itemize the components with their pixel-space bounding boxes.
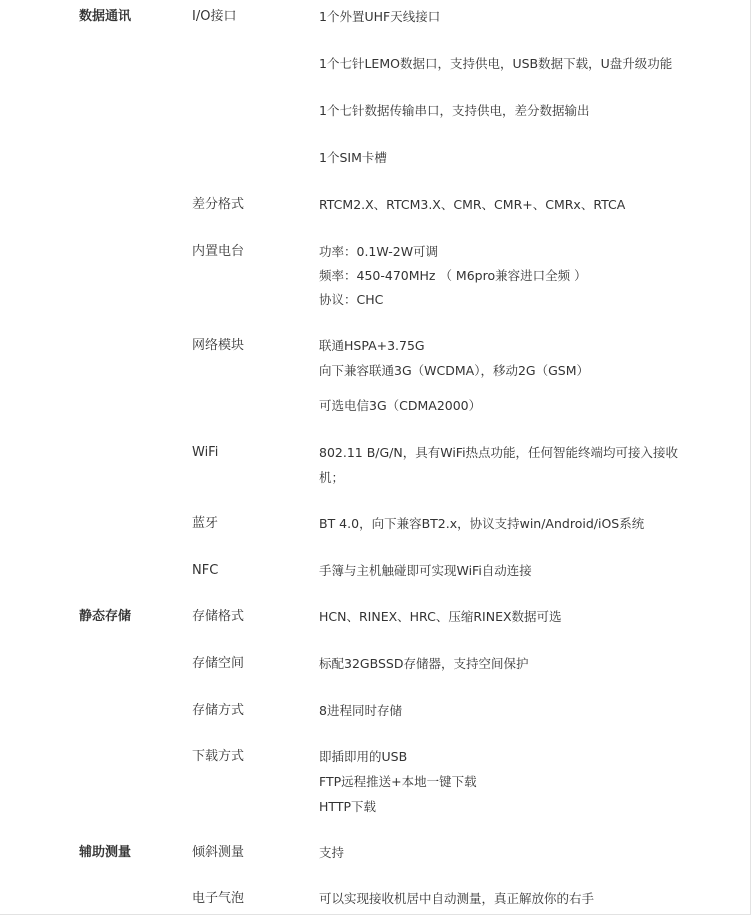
- row-value-line: HTTP下载: [319, 799, 376, 814]
- row-value-line: 功率：0.1W-2W可调: [319, 244, 439, 259]
- row-value-line: 机；: [319, 470, 345, 485]
- row-value-line: 可以实现接收机居中自动测量，真正解放你的右手: [319, 891, 595, 906]
- row-value-line: 1个七针数据传输串口，支持供电，差分数据输出: [319, 103, 590, 118]
- row-label-bluetooth: 蓝牙: [192, 516, 219, 531]
- row-value-line: 手簿与主机触碰即可实现WiFi自动连接: [319, 563, 532, 578]
- row-value-line: FTP远程推送+本地一键下载: [319, 774, 477, 789]
- row-value-line: RTCM2.X、RTCM3.X、CMR、CMR+、CMRx、RTCA: [319, 197, 626, 212]
- row-label-diff-format: 差分格式: [192, 197, 245, 212]
- row-value-line: BT 4.0，向下兼容BT2.x，协议支持win/Android/iOS系统: [319, 516, 645, 531]
- row-value-line: 协议：CHC: [319, 292, 384, 307]
- row-value-line: 频率：450-470MHz （ M6pro兼容进口全频 ）: [319, 268, 587, 283]
- row-value-line: 1个外置UHF天线接口: [319, 9, 441, 24]
- row-label-wifi: WiFi: [192, 445, 219, 460]
- row-label-tilt: 倾斜测量: [192, 845, 245, 860]
- row-label-storage-space: 存储空间: [192, 656, 245, 671]
- category-data-comm: 数据通讯: [79, 9, 132, 24]
- row-value-line: HCN、RINEX、HRC、压缩RINEX数据可选: [319, 609, 562, 624]
- row-value-line: 支持: [319, 845, 345, 860]
- row-label-network: 网络模块: [192, 338, 245, 353]
- row-value-line: 标配32GBSSD存储器，支持空间保护: [319, 656, 529, 671]
- row-value-line: 802.11 B/G/N，具有WiFi热点功能，任何智能终端均可接入接收: [319, 445, 679, 460]
- row-label-download-mode: 下载方式: [192, 749, 245, 764]
- category-aux-measure: 辅助测量: [79, 845, 132, 860]
- row-label-radio: 内置电台: [192, 244, 245, 259]
- row-label-storage-mode: 存储方式: [192, 703, 245, 718]
- row-value-line: 可选电信3G（CDMA2000）: [319, 398, 482, 413]
- row-label-storage-format: 存储格式: [192, 609, 245, 624]
- row-value-line: 8进程同时存储: [319, 703, 402, 718]
- category-static-storage: 静态存储: [79, 609, 132, 624]
- row-label-bubble: 电子气泡: [192, 891, 245, 906]
- row-value-line: 即插即用的USB: [319, 749, 408, 764]
- row-value-line: 联通HSPA+3.75G: [319, 338, 425, 353]
- row-value-line: 向下兼容联通3G（WCDMA），移动2G（GSM）: [319, 363, 589, 378]
- row-label-nfc: NFC: [192, 563, 219, 578]
- row-value-line: 1个SIM卡槽: [319, 150, 387, 165]
- row-value-line: 1个七针LEMO数据口，支持供电，USB数据下载，U盘升级功能: [319, 56, 673, 71]
- row-label-io: I/O接口: [192, 9, 237, 24]
